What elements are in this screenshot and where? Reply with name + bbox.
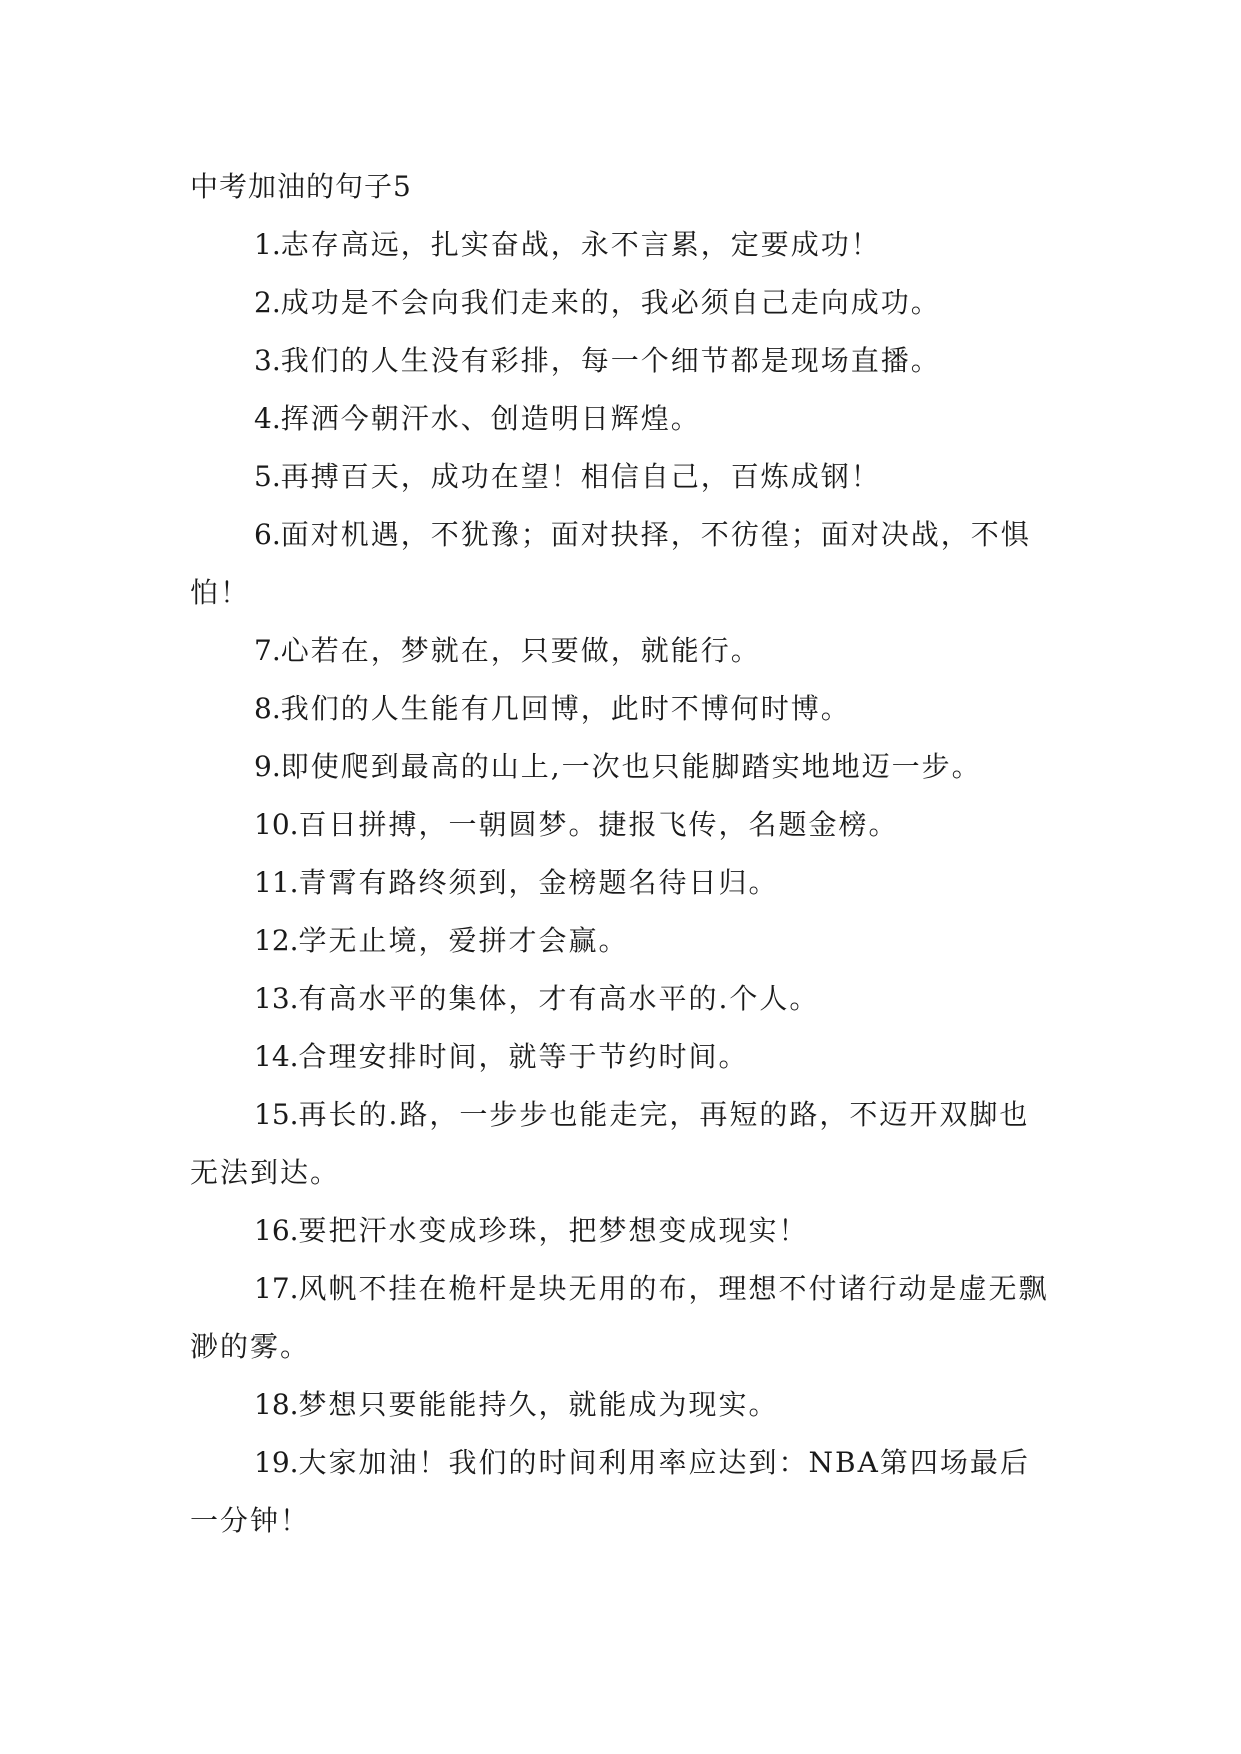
item-text: 大家加油！我们的时间利用率应达到：NBA第四场最后一分钟！ (190, 1446, 1030, 1537)
list-item (190, 912, 1058, 970)
list-item (190, 448, 1058, 506)
item-number: 1. (254, 228, 281, 261)
item-number: 9. (254, 750, 281, 783)
item-number: 4. (254, 402, 281, 435)
item-text: 我们的人生能有几回博，此时不博何时博。 (280, 692, 851, 725)
item-number: 12. (254, 924, 299, 957)
item-text: 即使爬到最高的山上,一次也只能脚踏实地地迈一步。 (280, 750, 982, 783)
item-text: 志存高远，扎实奋战，永不言累，定要成功！ (280, 228, 881, 261)
item-text: 成功是不会向我们走来的，我必须自己走向成功。 (280, 286, 941, 319)
item-text: 合理安排时间，就等于节约时间。 (298, 1040, 749, 1073)
item-text: 有高水平的集体，才有高水平的.个人。 (298, 982, 820, 1015)
document-title: 中考加油的句子5 (190, 170, 412, 203)
item-text: 学无止境，爱拼才会赢。 (298, 924, 629, 957)
item-number: 18. (254, 1388, 299, 1421)
list-item (190, 1202, 1058, 1260)
item-number: 15. (254, 1098, 299, 1131)
item-number: 19. (254, 1446, 299, 1479)
list-item (190, 274, 1058, 332)
item-number: 6. (254, 518, 281, 551)
item-number: 10. (254, 808, 299, 841)
item-number: 8. (254, 692, 281, 725)
item-number: 2. (254, 286, 281, 319)
item-text: 挥洒今朝汗水、创造明日辉煌。 (280, 402, 701, 435)
item-number: 14. (254, 1040, 299, 1073)
item-text: 心若在，梦就在，只要做，就能行。 (280, 634, 761, 667)
list-item (190, 390, 1058, 448)
item-text: 青霄有路终须到，金榜题名待日归。 (298, 866, 779, 899)
list-item (190, 680, 1058, 738)
item-number: 5. (254, 460, 281, 493)
list-item (190, 1260, 1058, 1376)
item-number: 17. (254, 1272, 299, 1305)
list-item (190, 1086, 1058, 1202)
item-text: 要把汗水变成珍珠，把梦想变成现实！ (298, 1214, 809, 1247)
list-item (190, 506, 1058, 622)
item-number: 11. (254, 866, 299, 899)
list-item (190, 216, 1058, 274)
list-item (190, 970, 1058, 1028)
list-item (190, 1376, 1058, 1434)
item-text: 百日拼搏，一朝圆梦。捷报飞传，名题金榜。 (298, 808, 899, 841)
item-text: 我们的人生没有彩排，每一个细节都是现场直播。 (280, 344, 941, 377)
item-text: 梦想只要能能持久，就能成为现实。 (298, 1388, 779, 1421)
list-item (190, 1028, 1058, 1086)
list-item (190, 1434, 1058, 1550)
list-item (190, 622, 1058, 680)
list-item (190, 854, 1058, 912)
list-item (190, 738, 1058, 796)
list-item (190, 332, 1058, 390)
item-text: 面对机遇，不犹豫；面对抉择，不彷徨；面对决战，不惧怕！ (190, 518, 1031, 609)
item-number: 16. (254, 1214, 299, 1247)
item-number: 13. (254, 982, 299, 1015)
sentence-list (190, 216, 1058, 1550)
item-number: 3. (254, 344, 281, 377)
list-item (190, 796, 1058, 854)
document-page (190, 158, 1058, 1550)
item-number: 7. (254, 634, 281, 667)
item-text: 再长的.路，一步步也能走完，再短的路，不迈开双脚也无法到达。 (190, 1098, 1030, 1189)
item-text: 风帆不挂在桅杆是块无用的布，理想不付诸行动是虚无飘渺的雾。 (190, 1272, 1049, 1363)
item-text: 再搏百天，成功在望！相信自己，百炼成钢！ (280, 460, 881, 493)
